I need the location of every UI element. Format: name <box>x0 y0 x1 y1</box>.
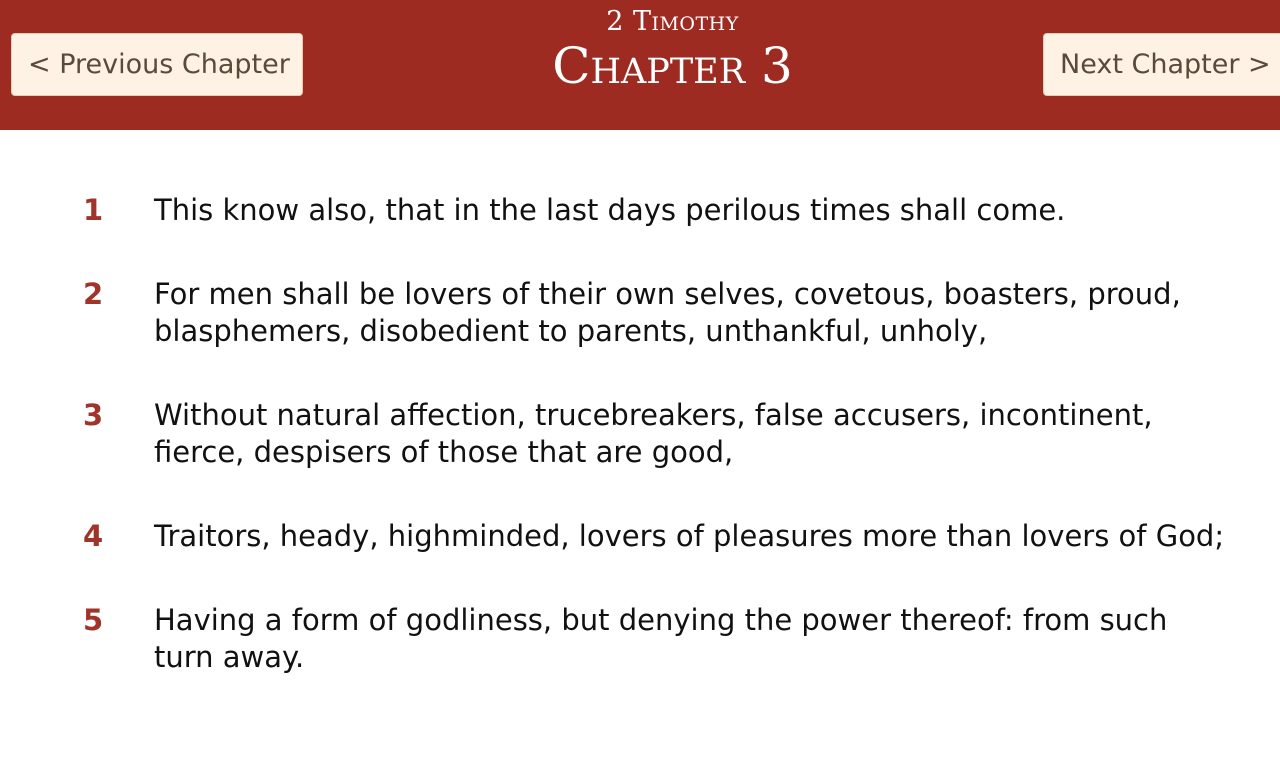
chapter-header <box>0 0 1280 130</box>
verse-item <box>0 192 1280 229</box>
verse-item <box>0 602 1280 676</box>
verse-item <box>0 397 1280 471</box>
verse-text: This know also, that in the last days perilous times shall come. <box>154 193 1066 227</box>
verse-text: Having a form of godliness, but denying the power thereof: from such turn away. <box>154 603 1168 674</box>
verse-text: For men shall be lovers of their own selves, covetous, boasters, proud, blasphemers, disobedient to parents, unthankful, unholy, <box>154 277 1181 348</box>
verse-text: Traitors, heady, highminded, lovers of pleasures more than lovers of God; <box>154 519 1225 553</box>
next-chapter-button[interactable]: Next Chapter > <box>1043 33 1280 96</box>
verse-number[interactable]: 4 <box>83 519 104 553</box>
book-title: 2 Timothy <box>606 6 739 37</box>
verse-item <box>0 518 1280 555</box>
verse-number[interactable]: 5 <box>83 603 104 637</box>
verse-number[interactable]: 1 <box>83 193 104 227</box>
verse-number[interactable]: 3 <box>83 398 104 432</box>
chapter-title: Chapter 3 <box>552 37 793 95</box>
verse-item <box>0 276 1280 350</box>
previous-chapter-button[interactable]: < Previous Chapter <box>11 33 303 96</box>
title-block <box>440 0 905 94</box>
verse-text: Without natural affection, trucebreakers, false accusers, incontinent, fierce, despisers of those that are good, <box>154 398 1153 469</box>
verse-list <box>0 192 1280 723</box>
verse-number[interactable]: 2 <box>83 277 104 311</box>
